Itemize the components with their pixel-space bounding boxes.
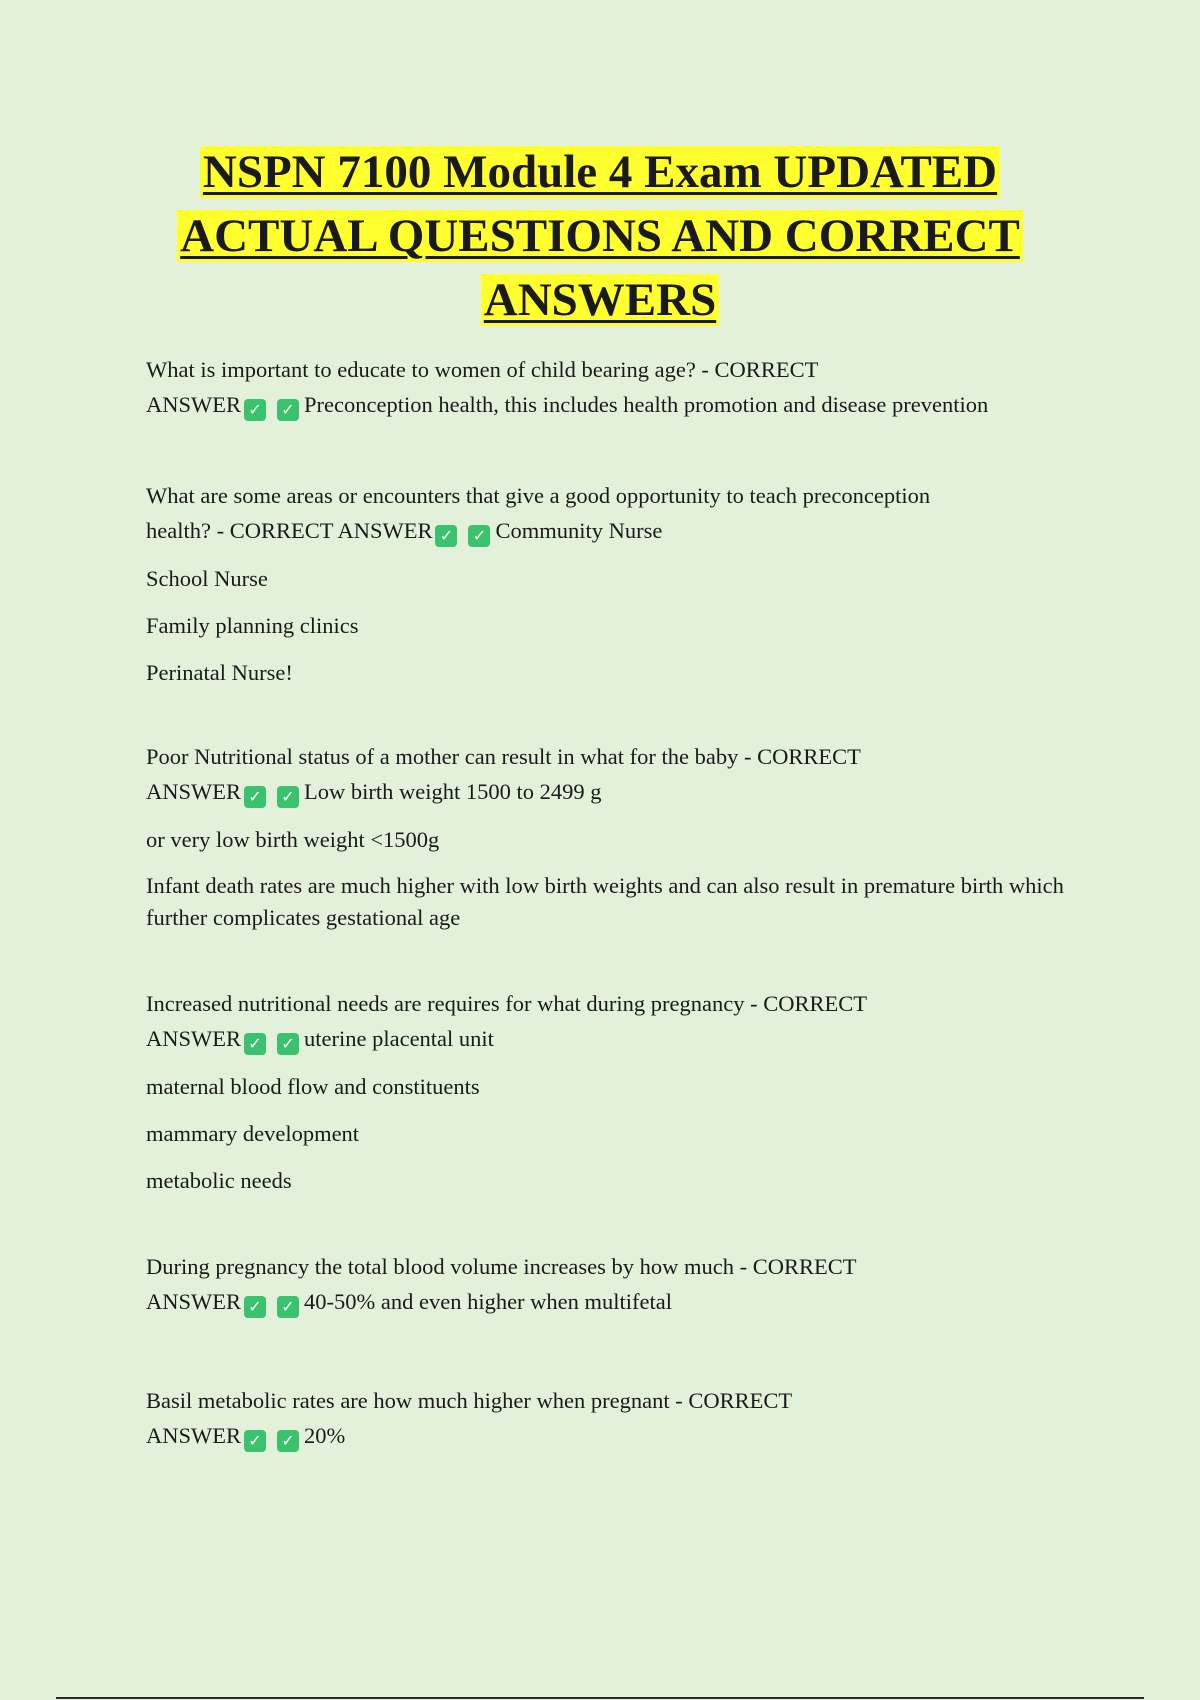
qa-item-2 — [146, 478, 1076, 689]
qa-item-4 — [146, 986, 1076, 1197]
check-mark-icon: ✓ — [244, 1033, 266, 1055]
answer-text: uterine placental unit — [304, 1026, 494, 1051]
answer-lead: ANSWER — [146, 1423, 241, 1448]
question-text: Poor Nutritional status of a mother can result in what for the baby - CORRECT — [146, 744, 861, 769]
answer-extra-line: School Nurse — [146, 566, 268, 591]
title-highlight: NSPN 7100 Module 4 Exam UPDATED ACTUAL QUESTIONS AND CORRECT ANSWERS — [177, 146, 1023, 326]
answer-extra-line: or very low birth weight <1500g — [146, 827, 440, 852]
check-mark-icon: ✓ — [244, 399, 266, 421]
answer-lead: ANSWER — [146, 1026, 241, 1051]
question-text: Basil metabolic rates are how much higher when pregnant - CORRECT — [146, 1388, 793, 1413]
answer-lead: ANSWER — [146, 779, 241, 804]
question-text: What is important to educate to women of child bearing age? - CORRECT — [146, 357, 819, 382]
answer-line — [146, 387, 1076, 422]
answer-extra-line: metabolic needs — [146, 1168, 292, 1193]
qa-item-1 — [146, 352, 1076, 422]
title-block — [100, 140, 1100, 332]
check-mark-icon: ✓ — [277, 399, 299, 421]
answer-lead: ANSWER — [146, 392, 241, 417]
answer-lead: health? - CORRECT ANSWER — [146, 518, 433, 543]
answer-line — [146, 1418, 1076, 1453]
check-mark-icon: ✓ — [244, 1430, 266, 1452]
answer-text: 20% — [304, 1423, 346, 1448]
answer-line — [146, 1284, 1076, 1319]
check-mark-icon: ✓ — [468, 525, 490, 547]
answer-extra-line: mammary development — [146, 1121, 360, 1146]
answer-text: Preconception health, this includes health promotion and disease prevention — [304, 392, 989, 417]
check-mark-icon: ✓ — [277, 1430, 299, 1452]
qa-item-5 — [146, 1249, 1076, 1319]
answer-text: Low birth weight 1500 to 2499 g — [304, 779, 602, 804]
answer-text: 40-50% and even higher when multifetal — [304, 1289, 673, 1314]
answer-extra-line: Perinatal Nurse! — [146, 660, 293, 685]
question-text: Increased nutritional needs are requires for what during pregnancy - CORRECT — [146, 991, 868, 1016]
check-mark-icon: ✓ — [244, 786, 266, 808]
answer-extra-line: maternal blood flow and constituents — [146, 1074, 480, 1099]
answer-lead: ANSWER — [146, 1289, 241, 1314]
check-mark-icon: ✓ — [435, 525, 457, 547]
question-text: What are some areas or encounters that give a good opportunity to teach preconception — [146, 483, 931, 508]
check-mark-icon: ✓ — [277, 1033, 299, 1055]
document-title — [100, 140, 1100, 332]
check-mark-icon: ✓ — [277, 1296, 299, 1318]
qa-item-3 — [146, 739, 1076, 934]
answer-text: Community Nurse — [495, 518, 663, 543]
answer-line — [146, 1021, 1076, 1056]
answer-extra-line: Family planning clinics — [146, 613, 359, 638]
answer-extra-line: Infant death rates are much higher with low birth weights and can also result in premature birth which further complicates gestational age — [146, 873, 1064, 930]
qa-item-6 — [146, 1383, 1076, 1453]
answer-line — [146, 774, 1076, 809]
qa-list — [146, 352, 1076, 1509]
question-text: During pregnancy the total blood volume increases by how much - CORRECT — [146, 1254, 857, 1279]
check-mark-icon: ✓ — [244, 1296, 266, 1318]
check-mark-icon: ✓ — [277, 786, 299, 808]
answer-line — [146, 513, 1076, 548]
page-bottom-divider — [56, 1697, 1144, 1699]
